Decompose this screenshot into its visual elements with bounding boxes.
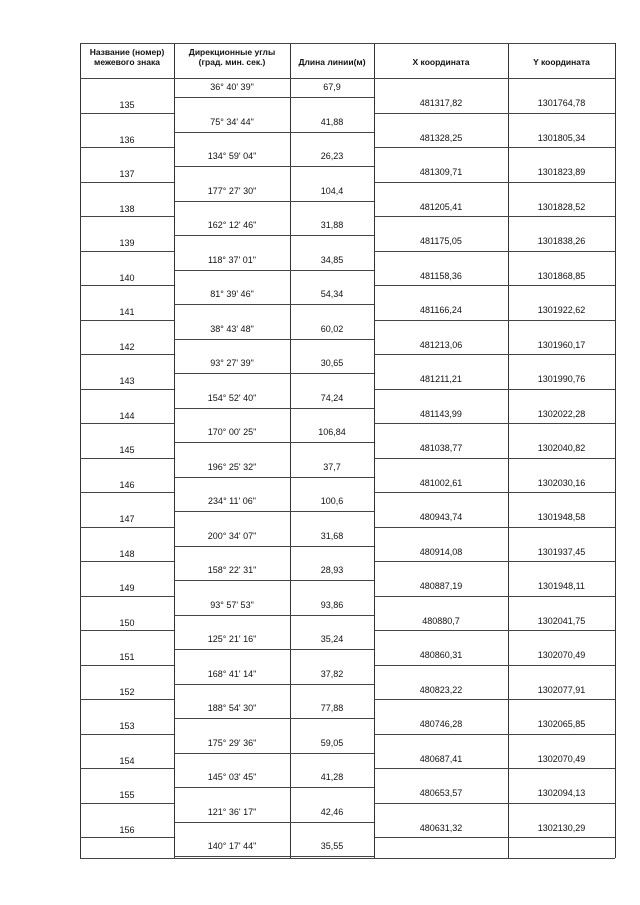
y-coordinate-cell: 1301838,26 <box>537 236 586 246</box>
table-border-top <box>80 43 615 44</box>
point-name-cell: 153 <box>119 721 135 731</box>
row-rule <box>174 270 374 271</box>
angle-cell: 188° 54' 30" <box>207 703 257 713</box>
y-coordinate-cell: 1301948,11 <box>538 581 585 591</box>
point-name-cell: 154 <box>119 755 135 766</box>
angle-cell: 145° 03' 45" <box>207 772 257 782</box>
angle-cell: 38° 43' 48" <box>210 323 254 334</box>
y-coordinate-cell: 1302077,91 <box>537 684 586 695</box>
angle-cell: 162° 12' 46" <box>207 220 257 230</box>
length-cell: 93,86 <box>320 599 344 610</box>
row-rule <box>80 182 174 183</box>
row-rule <box>374 251 615 252</box>
x-coordinate-cell: 481309,71 <box>419 167 463 177</box>
angle-cell: 154° 52' 40" <box>207 392 257 403</box>
y-coordinate-cell: 1302130,29 <box>537 822 586 833</box>
length-cell: 37,82 <box>320 668 344 679</box>
row-rule <box>374 458 615 459</box>
point-name-cell: 143 <box>119 376 135 386</box>
row-rule <box>374 630 615 631</box>
y-coordinate-cell: 1301868,85 <box>537 270 586 281</box>
point-name-cell: 150 <box>119 617 135 628</box>
length-cell: 41,88 <box>320 116 344 127</box>
row-rule <box>374 147 615 148</box>
header-x: X координата <box>412 57 470 67</box>
row-rule <box>374 665 615 666</box>
x-coordinate-cell: 481175,05 <box>420 236 462 246</box>
point-name-cell: 148 <box>119 548 135 559</box>
row-rule <box>374 734 615 735</box>
length-cell: 67,9 <box>323 82 341 92</box>
x-coordinate-cell: 480860,31 <box>419 650 463 660</box>
length-cell: 77,88 <box>320 703 344 713</box>
y-coordinate-cell: 1302041,75 <box>537 615 586 626</box>
y-coordinate-cell: 1301948,58 <box>537 512 586 522</box>
row-rule <box>374 561 615 562</box>
point-name-cell: 156 <box>119 824 135 835</box>
row-rule <box>174 718 374 719</box>
row-rule <box>174 477 374 478</box>
row-rule <box>80 630 174 631</box>
x-coordinate-cell: 480687,41 <box>419 753 463 764</box>
header-bottom-border <box>80 78 615 79</box>
row-rule <box>374 527 615 528</box>
row-rule <box>174 753 374 754</box>
y-coordinate-cell: 1301764,78 <box>537 98 586 108</box>
angle-cell: 196° 25' 32" <box>207 461 257 472</box>
row-rule <box>174 339 374 340</box>
y-coordinate-cell: 1302022,28 <box>537 408 586 419</box>
angle-cell: 134° 59' 04" <box>207 151 257 161</box>
length-cell: 100,6 <box>320 496 344 506</box>
row-rule <box>374 389 615 390</box>
row-rule <box>80 216 174 217</box>
angle-cell: 93° 27' 39" <box>210 358 254 368</box>
row-rule <box>374 320 615 321</box>
point-name-cell: 152 <box>119 686 135 697</box>
row-rule <box>374 423 615 424</box>
y-coordinate-cell: 1301990,76 <box>537 374 586 384</box>
y-coordinate-cell: 1302070,49 <box>537 753 586 764</box>
row-rule <box>374 354 615 355</box>
x-coordinate-cell: 481143,99 <box>420 408 462 419</box>
header-angle: Дирекционные углы (град. мин. сек.) <box>188 47 276 67</box>
row-rule <box>80 768 174 769</box>
point-name-cell: 147 <box>119 514 135 524</box>
x-coordinate-cell: 480823,22 <box>419 684 463 695</box>
angle-cell: 140° 17' 44" <box>207 841 257 851</box>
point-name-cell: 139 <box>119 238 135 248</box>
header-name: Название (номер) межевого знака <box>89 47 165 67</box>
angle-cell: 75° 34' 44" <box>210 116 254 127</box>
row-rule <box>80 492 174 493</box>
angle-cell: 36° 40' 39" <box>210 82 254 92</box>
row-rule <box>80 837 174 838</box>
length-cell: 42,46 <box>320 806 344 817</box>
x-coordinate-cell: 481166,24 <box>420 305 462 315</box>
x-coordinate-cell: 480653,57 <box>419 788 463 798</box>
row-rule <box>374 113 615 114</box>
angle-cell: 234° 11' 06" <box>208 496 256 506</box>
x-coordinate-cell: 480631,32 <box>419 822 463 833</box>
x-coordinate-cell: 481205,41 <box>419 201 463 212</box>
angle-cell: 125° 21' 16" <box>207 634 257 644</box>
row-rule <box>174 373 374 374</box>
row-rule <box>80 561 174 562</box>
row-rule <box>80 803 174 804</box>
angle-cell: 121° 36' 17" <box>207 806 257 817</box>
point-name-cell: 151 <box>119 652 135 662</box>
row-rule <box>174 132 374 133</box>
row-rule <box>374 837 615 838</box>
length-cell: 54,34 <box>320 289 344 299</box>
point-name-cell: 135 <box>119 100 135 110</box>
row-rule <box>80 251 174 252</box>
row-rule <box>174 856 374 857</box>
length-cell: 35,24 <box>320 634 344 644</box>
y-coordinate-cell: 1301828,52 <box>537 201 586 212</box>
row-rule <box>374 596 615 597</box>
angle-cell: 118° 37' 01" <box>208 254 256 265</box>
row-rule <box>174 649 374 650</box>
x-coordinate-cell: 481158,36 <box>420 270 462 281</box>
length-cell: 31,68 <box>320 530 344 541</box>
point-name-cell: 138 <box>119 203 135 214</box>
x-coordinate-cell: 480914,08 <box>419 546 463 557</box>
x-coordinate-cell: 481002,61 <box>419 477 463 488</box>
row-rule <box>374 768 615 769</box>
point-name-cell: 144 <box>119 410 135 421</box>
y-coordinate-cell: 1302040,82 <box>537 443 586 453</box>
length-cell: 37,7 <box>323 461 341 472</box>
length-cell: 74,24 <box>320 392 344 403</box>
x-coordinate-cell: 480887,19 <box>419 581 463 591</box>
row-rule <box>80 665 174 666</box>
length-cell: 30,65 <box>320 358 344 368</box>
row-rule <box>174 166 374 167</box>
row-rule <box>174 442 374 443</box>
length-cell: 28,93 <box>320 565 344 575</box>
point-name-cell: 136 <box>119 134 135 145</box>
angle-cell: 175° 29' 36" <box>207 737 257 748</box>
row-rule <box>80 458 174 459</box>
point-name-cell: 142 <box>119 341 135 352</box>
length-cell: 31,88 <box>320 220 344 230</box>
x-coordinate-cell: 481317,82 <box>419 98 463 108</box>
point-name-cell: 155 <box>119 790 135 800</box>
row-rule <box>374 216 615 217</box>
row-rule <box>80 699 174 700</box>
y-coordinate-cell: 1301805,34 <box>537 132 586 143</box>
y-coordinate-cell: 1302070,49 <box>537 650 586 660</box>
row-rule <box>80 147 174 148</box>
length-cell: 60,02 <box>320 323 344 334</box>
row-rule <box>174 408 374 409</box>
row-rule <box>80 527 174 528</box>
point-name-cell: 137 <box>119 169 135 179</box>
row-rule <box>80 423 174 424</box>
x-coordinate-cell: 480746,28 <box>419 719 463 729</box>
row-rule <box>374 182 615 183</box>
row-rule <box>374 803 615 804</box>
row-rule <box>174 97 374 98</box>
angle-cell: 81° 39' 46" <box>210 289 254 299</box>
x-coordinate-cell: 481328,25 <box>419 132 463 143</box>
length-cell: 104,4 <box>320 185 344 196</box>
row-rule <box>80 389 174 390</box>
row-rule <box>374 492 615 493</box>
row-rule <box>174 201 374 202</box>
row-rule <box>80 354 174 355</box>
point-name-cell: 141 <box>119 307 135 317</box>
point-name-cell: 149 <box>119 583 135 593</box>
y-coordinate-cell: 1302094,13 <box>537 788 586 798</box>
point-name-cell: 146 <box>119 479 135 490</box>
row-rule <box>174 615 374 616</box>
angle-cell: 158° 22' 31" <box>207 565 257 575</box>
row-rule <box>174 546 374 547</box>
angle-cell: 177° 27' 30" <box>207 185 257 196</box>
row-rule <box>374 699 615 700</box>
row-rule <box>174 787 374 788</box>
length-cell: 59,05 <box>320 737 344 748</box>
row-rule <box>80 285 174 286</box>
length-cell: 26,23 <box>320 151 344 161</box>
y-coordinate-cell: 1301960,17 <box>537 339 586 350</box>
length-cell: 106,84 <box>318 427 346 437</box>
row-rule <box>80 734 174 735</box>
row-rule <box>174 580 374 581</box>
x-coordinate-cell: 481211,21 <box>420 374 462 384</box>
y-coordinate-cell: 1302065,85 <box>537 719 586 729</box>
row-rule <box>174 304 374 305</box>
x-coordinate-cell: 480943,74 <box>419 512 463 522</box>
length-cell: 41,28 <box>320 772 344 782</box>
header-length: Длина линии(м) <box>298 57 366 67</box>
row-rule <box>174 822 374 823</box>
length-cell: 34,85 <box>320 254 344 265</box>
point-name-cell: 145 <box>119 445 135 455</box>
x-coordinate-cell: 480880,7 <box>422 615 460 626</box>
header-y: Y координата <box>533 57 590 67</box>
row-rule <box>374 285 615 286</box>
row-rule <box>80 320 174 321</box>
y-coordinate-cell: 1302030,16 <box>537 477 586 488</box>
table-border-right <box>615 43 616 858</box>
length-cell: 35,55 <box>320 841 344 851</box>
row-rule <box>80 596 174 597</box>
angle-cell: 168° 41' 14" <box>207 668 257 679</box>
x-coordinate-cell: 481038,77 <box>419 443 463 453</box>
y-coordinate-cell: 1301937,45 <box>537 546 586 557</box>
y-coordinate-cell: 1301922,62 <box>537 305 586 315</box>
point-name-cell: 140 <box>119 272 135 283</box>
row-rule <box>80 858 615 859</box>
angle-cell: 93° 57' 53" <box>210 599 254 610</box>
row-rule <box>174 684 374 685</box>
y-coordinate-cell: 1301823,89 <box>537 167 586 177</box>
row-rule <box>80 113 174 114</box>
x-coordinate-cell: 481213,06 <box>419 339 463 350</box>
row-rule <box>174 511 374 512</box>
angle-cell: 200° 34' 07" <box>207 530 257 541</box>
angle-cell: 170° 00' 25" <box>207 427 257 437</box>
row-rule <box>174 235 374 236</box>
